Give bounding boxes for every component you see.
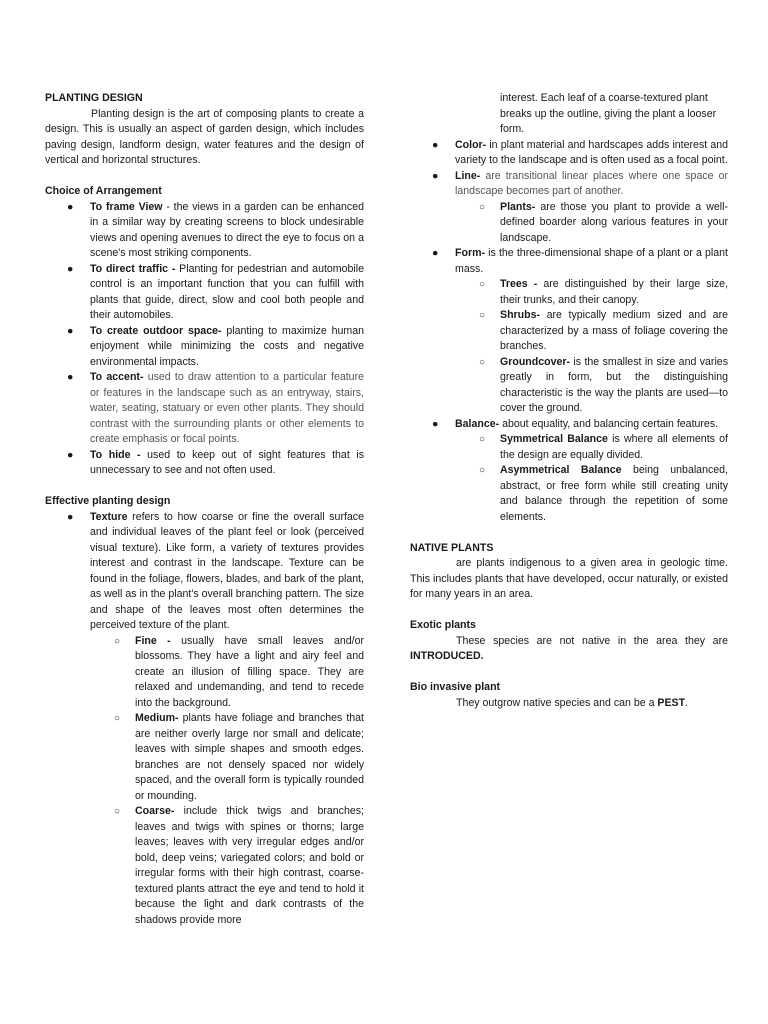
list-item: ● To hide - used to keep out of sight features that is unnecessary to see and not often used. xyxy=(67,448,364,476)
native-plants-heading: NATIVE PLANTS xyxy=(410,541,494,554)
list-item: ○ Asymmetrical Balance being unbalanced, abstract, or free form while still creating unity and balance through the repetition of some elements. xyxy=(479,464,728,523)
list-item: ● Form- is the three-dimensional shape of a plant or a plant mass. xyxy=(432,247,728,275)
arrangement-heading: Choice of Arrangement xyxy=(45,185,162,197)
native-plants-text: are plants indigenous to a given area in geologic time. This includes plants that have developed, occur naturally, or existed for many years in an area. xyxy=(410,557,728,600)
list-item: ● Texture refers to how coarse or fine the overall surface and individual leaves of the plant feel or look (perceived visual texture). Like form, a variety of textures provides interest and contrast in the landscape. Texture can be found in the foliage, flowers, blades, and bark of the plant, as well as in the plant's overall branching pattern. The size and shape of the leaves most often determines the perceived texture of the plant. xyxy=(67,510,364,631)
list-item: ● To direct traffic - Planting for pedestrian and automobile control is an important function that you can fulfill with plants that guide, direct, slow and cool both people and their automobiles. xyxy=(67,262,364,321)
effective-heading: Effective planting design xyxy=(45,495,171,507)
list-item: ● Color- in plant material and hardscapes adds interest and variety to the landscape and is often used as a focal point. xyxy=(432,138,728,166)
list-item: ○ Shrubs- are typically medium sized and are characterized by a mass of foliage covering the branches. xyxy=(479,309,728,352)
list-item: ○ Coarse- include thick twigs and branches; leaves and twigs with spines or thorns; large leaves; leaves with very irregular edges and/or bold, deep veins; variegated colors; and bold or irregular forms with their high contrast, coarse-textured plants attract the eye and tend to hold it because the light and dark contrasts of the shadows provide more xyxy=(114,805,364,926)
exotic-plants-heading: Exotic plants xyxy=(410,619,476,631)
bio-invasive-text: They outgrow native species and can be a PEST. xyxy=(456,696,689,709)
list-item: ○ Trees - are distinguished by their large size, their trunks, and their canopy. xyxy=(479,278,729,306)
exotic-plants-text: These species are not native in the area they are INTRODUCED. xyxy=(410,634,728,662)
planting-design-title: PLANTING DESIGN xyxy=(45,92,143,104)
list-item: ○ Groundcover- is the smallest in size and varies greatly in form, but the distinguishing characteristic is the way the plants are used—to cover the ground. xyxy=(479,355,728,414)
arrangement-list xyxy=(45,200,364,479)
coarse-continuation: interest. Each leaf of a coarse-textured plant breaks up the outline, giving the plant a looser form. xyxy=(500,92,717,135)
bio-invasive-heading: Bio invasive plant xyxy=(410,681,501,693)
list-item: ○ Fine - usually have small leaves and/or blossoms. They have a light and airy feel and create an illusion of filling space. They are relaxed and undemanding, and tend to recede into the background. xyxy=(114,634,365,709)
planting-design-intro: Planting design is the art of composing plants to create a design. This is usually an aspect of garden design, which includes paving design, landform design, water features and the design of vertical and horizontal structures. xyxy=(45,107,364,166)
right-column xyxy=(410,91,728,711)
list-item: ● Line- are transitional linear places where one space or landscape becomes part of another. xyxy=(432,169,728,197)
left-column xyxy=(45,91,364,928)
list-item: ● Balance- about equality, and balancing certain features. xyxy=(432,417,719,430)
list-item: ● To create outdoor space- planting to maximize human enjoyment while minimizing the costs and negative environmental impacts. xyxy=(67,324,365,368)
list-item: ○ Symmetrical Balance is where all elements of the design are equally divided. xyxy=(479,433,729,461)
list-item: ● To accent- used to draw attention to a particular feature or features in the landscape such as an entryway, stairs, water, seating, statuary or even other plants. They should contrast with the surrounding plants or other elements to create emphasis or focal points. xyxy=(67,371,364,445)
list-item: ○ Plants- are those you plant to provide a well-defined boarder along various features in your landscape. xyxy=(479,200,728,244)
list-item: ○ Medium- plants have foliage and branches that are neither overly large nor small and delicate; leaves with simple shapes and smooth edges. branches are not densely spaced nor widely spaced, and the overall form is typically rounded or mounding. xyxy=(114,712,364,802)
list-item: ● To frame View - the views in a garden can be enhanced in a similar way by creating screens to block undesirable views and opening avenues to direct the eye to focus on a scene's most striking components. xyxy=(67,200,364,259)
design-elements-list xyxy=(410,138,728,526)
effective-list xyxy=(45,510,364,929)
